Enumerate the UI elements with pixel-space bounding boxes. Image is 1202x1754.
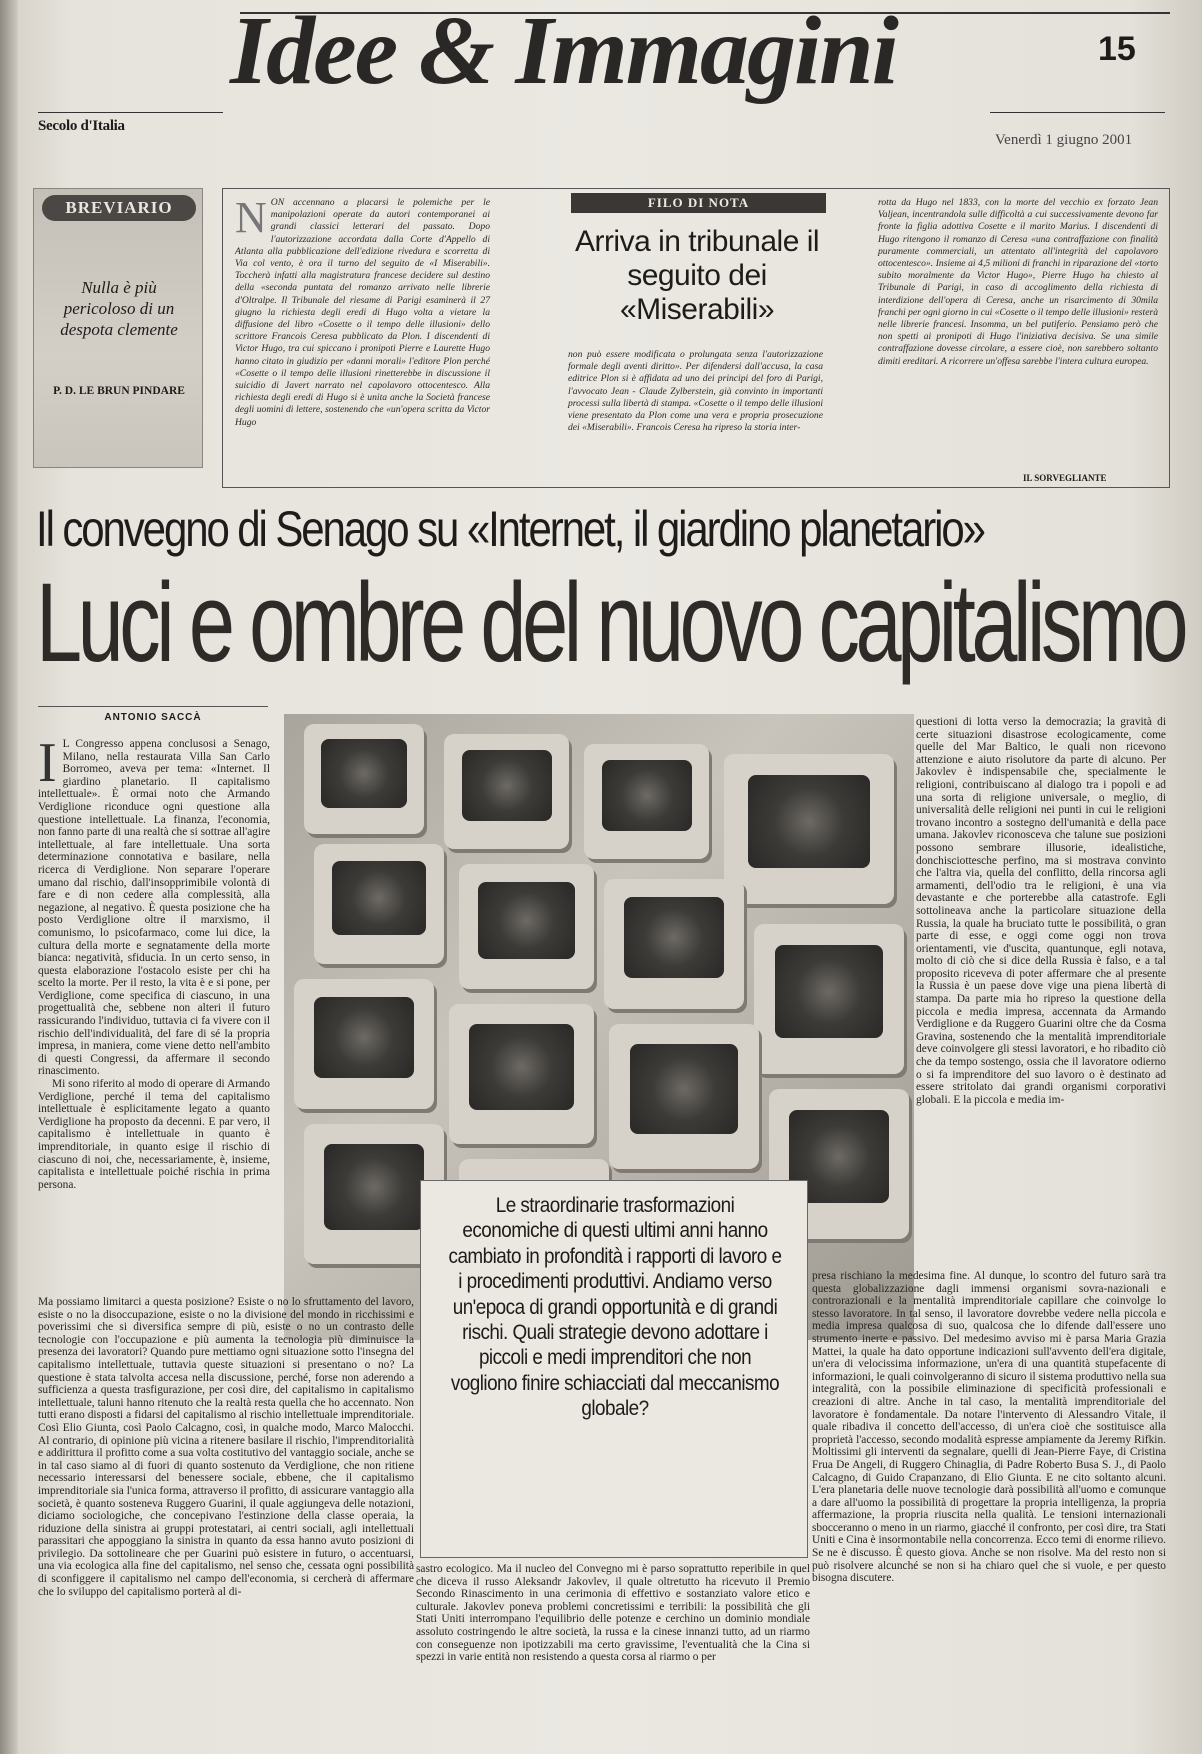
article-middle-bottom-text: sastro ecologico. Ma il nucleo del Convegno mi è parso soprattutto reperibile in quel che diceva il russo Aleksandr Jakovlev, il quale oltretutto ha ricevuto il Premio Secondo Rinascimento in una cerimonia di effettivo e sostanziato valore etico e culturale. Jakovlev poneva problemi concretissimi e terribili: la possibilità che gli Stati Uniti interrompano l'equilibrio delle potenze e cerchino un dominio mondiale assoluto costringendo le altre società, la russa e la cinese innanzi tutto, ad un riarmo con conseguenze non ipotizzabili ma certo gravissime, l'eventualità che la Cina si spezzi in varie entità non resistendo a questa corsa al riarmo o per bbox=[416, 1563, 810, 1664]
breviario-author: P. D. LE BRUN PINDARE bbox=[53, 385, 185, 397]
masthead-right-rule bbox=[990, 112, 1165, 113]
breviario-label: BREVIARIO bbox=[42, 195, 196, 221]
monitor-image bbox=[294, 979, 434, 1109]
breviario-box bbox=[33, 188, 203, 468]
section-title: Idee & Immagini bbox=[230, 0, 897, 105]
monitor-image bbox=[314, 844, 444, 964]
filo-signature: IL SORVEGLIANTE bbox=[1023, 473, 1107, 483]
monitor-image bbox=[724, 754, 894, 904]
filo-column-3: rotta da Hugo nel 1833, con la morte del vecchio ex forzato Jean Valjean, incentrandola sulle difficoltà a cui successivamente devono far fronte la figlia adottiva Cosette e il marito Marius. I discendenti di Hugo ritengono il romanzo di Ceresa «una contraffazione con finalità puramente commerciali, un attentato all'integrità del capolavoro ottocentesco». Insieme ai 4,5 milioni di franchi in riparazione del «torto subito moralmente da Victor Hugo», Pierre Hugo ha chiesto al Tribunale di Parigi, in caso di accoglimento della richiesta di interdizione dell'opera di Ceresa, anche un risarcimento di 30mila franchi per ogni giorno in cui «Cosette o il tempo delle illusioni» resterà nelle librerie francesi. Insomma, un bel putiferio. Pensiamo però che non spetti ai pronipoti di Hugo l'iniziativa decisiva. Se una simile contraffazione dovesse circolare, a essere cioè, non sarebbero soltanto dimiti ereditari. A ricorrere un'offesa sarebbe l'intera cultura europea. bbox=[878, 197, 1158, 367]
paper-name: Secolo d'Italia bbox=[38, 118, 125, 134]
filo-headline: Arriva in tribunale il seguito dei «Miserabili» bbox=[574, 225, 820, 326]
article-lower-left-text: Ma possiamo limitarci a questa posizione? Esiste o no lo sfruttamento del lavoro, esiste o no la disoccupazione, esiste o no la divisione del mondo in ricchissimi e poverissimi che si diversifica sempre di più, esiste o no un contrasto delle tecnologie con l'occupazione e più aumenta la tecnologia più diminuisce la presenza dei lavoratori? Quando pure mettiamo ogni situazione sotto l'insegna del capitalismo intellettuale, tuttavia queste situazioni si presentano o no? La questione è stata talvolta accesa nella discussione, perché, forse non aderendo a sufficienza a questa trasfigurazione, per così dire, del capitalismo in capitalismo intellettuale, taluni hanno ritenuto che la realtà resta quella che ho accennato. Non tutti erano disposti a fidarsi del capitalismo al rischio intellettuale imprenditoriale. Così Elio Giunta, così Paolo Calcagno, così, in qualche modo, Marco Malocchi. Al contrario, di opinione più vicina a ritenere basilare il rischio, l'imprenditorialità e addirittura il profitto come a sua volta costitutivo del vantaggio sociale, anche se in tal caso siamo al di fuori di quanto sostenuto da Verdiglione, che non ritiene necessario interessarsi del benessere sociale, ebbene, che il capitalismo imprenditoriale sia l'unica forma, attraverso il profitto, di assicurare vantaggio alla società, è quanto sosteneva Ruggero Guarini, il quale aggiungeva delle notazioni, diciamo sociologiche, che concepivano l'estinzione della classe operaia, la riduzione della sinistra ai gruppi protestatari, ai centri sociali, agli intellettuali parassitari che appoggiano la sinistra in quanto da essa hanno avuto posizioni di privilegio. Da sottolineare che per Guarini può esistere in futuro, o accentuarsi, una via ecologica alla fine del capitalismo, nel senso che, cessata ogni possibilità di sconfiggere il capitalismo nel campo dell'economia, si cercherà di affermare che lo sviluppo del capitalismo porterà al di- bbox=[38, 1296, 414, 1598]
issue-date: Venerdì 1 giugno 2001 bbox=[995, 132, 1133, 148]
filo-column-2: non può essere modificata o prolungata senza l'autorizzazione formale degli aventi diritto». Per difendersi dall'accusa, la casa editrice Plon si è affidata ad uno dei principi del foro di Parigi, l'avvocato Jean - Claude Zylberstein, già convinto in importanti processi sulla libertà di stampa. «Cosette o il tempo delle illusioni viene presentato da Plon come una vera e propria prosecuzione dei «Miserabili». Francois Ceresa ha ripreso la storia inter- bbox=[568, 349, 823, 434]
monitor-image bbox=[459, 864, 594, 989]
monitor-image bbox=[449, 1004, 594, 1144]
article-headline: Luci e ombre del nuovo capitalismo bbox=[36, 560, 1185, 685]
page-number: 15 bbox=[1098, 30, 1136, 68]
filo-di-nota-label: FILO DI NOTA bbox=[571, 193, 826, 213]
byline-rule bbox=[38, 706, 268, 707]
article-column-1 bbox=[38, 732, 270, 1191]
article-right-lower-text: presa rischiano la medesima fine. Al dunque, lo scontro del futuro sarà tra questa globalizzazione dagli immensi organismi sovra-nazionali e controrazionali e la mentalità imprenditoriale capillare che coinvolge lo stesso lavoratore. In tal senso, il lavoratore dovrebbe vedere nella piccola e media impresa qualcosa di suo, qualcosa che lo difende dall'essere uno strumento inerte e passivo. Del medesimo avviso mi è parsa Maria Grazia Mattei, la quale ha dato opportune indicazioni sull'avvento dell'era digitale, un'era di velocissima informazione, un'era di una quantità stupefacente di informazioni, le quali coinvolgeranno di sicuro il sistema produttivo nella sua integralità, con la possibile eliminazione di specificità professionali e creazioni di altre. Anche in tal caso, la mentalità imprenditoriale del lavoratore è fondamentale. Da notare l'intervento di Alessandro Vitale, il quale ribadiva il concetto dell'accesso, di un'era cioè che sostituisce alla proprietà l'accesso, secondo modalità espresse ampiamente da Jeremy Rifkin. Moltissimi gli interventi da segnalare, quelli di Jean-Pierre Faye, di Cristina Frua De Angeli, di Ruggero Chinaglia, di Padre Roberto Busa S. J., di Paolo Calcagno, di Guido Crapanzano, di Elio Giunta. E ne cito soltanto alcuni. L'era planetaria delle nuove tecnologie darà possibilità all'uomo e comunque a dare all'uomo la possibilità di progettare la propria intelligenza, la propria affermazione, la propria riuscita nella qualità. Le tensioni internazionali sbocceranno o meno in un riarmo, giacché il confronto, per così dire, tra Stati Uniti e Cina è insormontabile nella concorrenza. Ecco temi di enorme rilievo. Se ne è discusso. È questo giova. Anche se non risolve. Ma del resto non si può risolvere alcunché se non si ha chiaro quel che si vuole, e per questo bisogna discutere. bbox=[812, 1270, 1166, 1585]
filo-column-1-text: ON accennano a placarsi le polemiche per le manipolazioni operate da autori contemporanei ai grandi classici letterari del passato. Dopo l'autorizzazione accordata dalla Corte d'Appello di Atlanta alla pubblicazione dell'edizione rivedura e scorretta di Via col vento, è ora il turno del seguito de «I Miserabili». Toccherà infatti alla magistratura francese decidere sul destino della «seconda puntata del romanzo arrivato nelle librerie d'Oltralpe. Il Tribunale del riesame di Parigi esaminerà il 27 giugno la richiesta degli eredi di Hugo volta a vietare la diffusione del libro «Cosette o il tempo delle illusioni» dello scrittore Francois Ceresa pubblicato da Plon. I discendenti di Victor Hugo, tra cui spiccano i pronipoti Pierre e Laurette Hugo hanno citato in giudizio per «danni morali» l'editore Plon perché «Cosette o il tempo delle illusioni rinetterebbe in discussione il suicidio di Javert narrato nel capolavoro ottocentesco. Alla richiesta degli eredi di Hugo si è unita anche la Società francese degli uomini di lettere, sostenendo che «un'opera scritta da Victor Hugo bbox=[235, 197, 490, 428]
filo-dropcap: N bbox=[235, 193, 267, 242]
filo-di-nota-box bbox=[222, 188, 1170, 488]
monitor-image bbox=[304, 724, 424, 834]
article-kicker: Il convegno di Senago su «Internet, il giardino planetario» bbox=[36, 501, 984, 557]
masthead-left-rule bbox=[38, 112, 223, 113]
monitor-image bbox=[584, 744, 709, 859]
monitor-image bbox=[609, 1024, 759, 1169]
pull-quote-box bbox=[420, 1180, 808, 1558]
monitor-image bbox=[754, 924, 904, 1074]
filo-column-1 bbox=[235, 193, 490, 429]
page-edge-shadow bbox=[0, 0, 18, 1754]
pull-quote-text: Le straordinarie trasformazioni economiche di questi ultimi anni hanno cambiato in profondità i rapporti di lavoro e i procedimenti produttivi. Andiamo verso un'epoca di grandi opportunità e di grandi rischi. Quali strategie devono adottare i piccoli e medi imprenditori che non vogliono finire schiacciati dal meccanismo globale? bbox=[448, 1194, 782, 1421]
article-column-3-top: questioni di lotta verso la democrazia; la gravità di certe situazioni disastrose ecologicamente, come quelle del Mar Baltico, le quali non ricevono attenzione e aiuto risolutore da parte di alcuno. Per Jakovlev è indispensabile che, specialmente le religioni, contribuiscano al dialogo tra i popoli e ad una sorta di religione universale, o meglio, di universalità delle religioni nei punti in cui le religioni trovano incontro a sostegno dell'umanità e della pace umana. Jakovlev riconosceva che talune sue posizioni possono sembrare illusorie, idealistiche, donchisciottesche perfino, ma si mostrava convinto che l'altra via, quella del conflitto, della rincorsa agli armamenti, dell'odio tra le religioni, è una via devastante e che porterebbe alla catastrofe. Egli sottolineava anche la particolare situazione della Russia, la quale ha bruciato tutte le possibilità, o gran parte di esse, e oggi come oggi non trova orientamenti, vie d'uscita, quantunque, egli notava, molto di ciò che si dice della Russia è falso, e a tal proposito riceveva di poter affermare che al presente la Russia è un paese dove vige una piena libertà di stampa. Da parte mia ho ripreso la questione della piccola e media impresa, accennata da Armando Verdiglione e da Ruggero Guarini oltre che da Cosma Gravina, sostenendo che la mentalità imprenditoriale deve coinvolgere gli stessi lavoratori, e ho ribadito ciò che da tempo sostengo, ossia che il lavoratore odierno o si fa imprenditore del suo lavoro o è destinato ad essere stritolato dai grandi organismi corporativi globali. E la piccola e media im- bbox=[916, 716, 1166, 1106]
article-col1-paragraph-2: Mi sono riferito al modo di operare di Armando Verdiglione, perché il tema del capitalismo intellettuale è esplicitamente legato a quanto Verdiglione ha proposto da decenni. E par vero, il capitalismo è intellettuale in quanto è imprenditoriale, in quanto esige il rischio di ciascuno di noi, che, necessariamente, è, insieme, capitalista e intellettuale poiché rischia in prima persona. bbox=[38, 1078, 270, 1191]
article-col1-paragraph-1: L Congresso appena conclusosi a Senago, Milano, nella restaurata Villa San Carlo Borromeo, aveva per tema: «Internet. Il giardino planetario. Il capitalismo intellettuale». È ormai noto che Armando Verdiglione riconduce ogni questione alla questione intellettuale. La finanza, l'economia, non fanno parte di una realtà che si sottrae all'agire intellettuale, al fare intellettuale. Una sorta determinazione connotativa e basilare, nella ricerca di Verdiglione. Non separare l'operare umano dal rischio, dall'insopprimibile volontà di fare e di non cedere alla complessità, alla negazione, al negativo. È questa posizione che ha posto Verdiglione oltre il marxismo, il comunismo, lo psicofarmaco, come lui dice, la cultura della morte e segnatamente della morte bianca: negatività, sfiducia. In un certo senso, in questa elaborazione l'ostacolo esiste per chi ha scelto la morte. Per il resto, la vita è e si pone, per Verdiglione, come specifica di ciascuno, in una progettualità che, sebbene non alteri il futuro rassicurando l'individuo, tuttavia ci fa vivere con il rischio dell'individualità, del fare di sé la propria impresa, in maniera, come viene detto nell'ambito di questi Congressi, da affermare il secondo rinascimento. bbox=[38, 738, 270, 1078]
monitor-image bbox=[444, 734, 569, 849]
article-dropcap: I bbox=[38, 732, 57, 794]
breviario-quote: Nulla è più pericoloso di un despota clemente bbox=[60, 278, 178, 339]
monitor-image bbox=[604, 879, 744, 1009]
article-byline: ANTONIO SACCÀ bbox=[104, 712, 202, 723]
